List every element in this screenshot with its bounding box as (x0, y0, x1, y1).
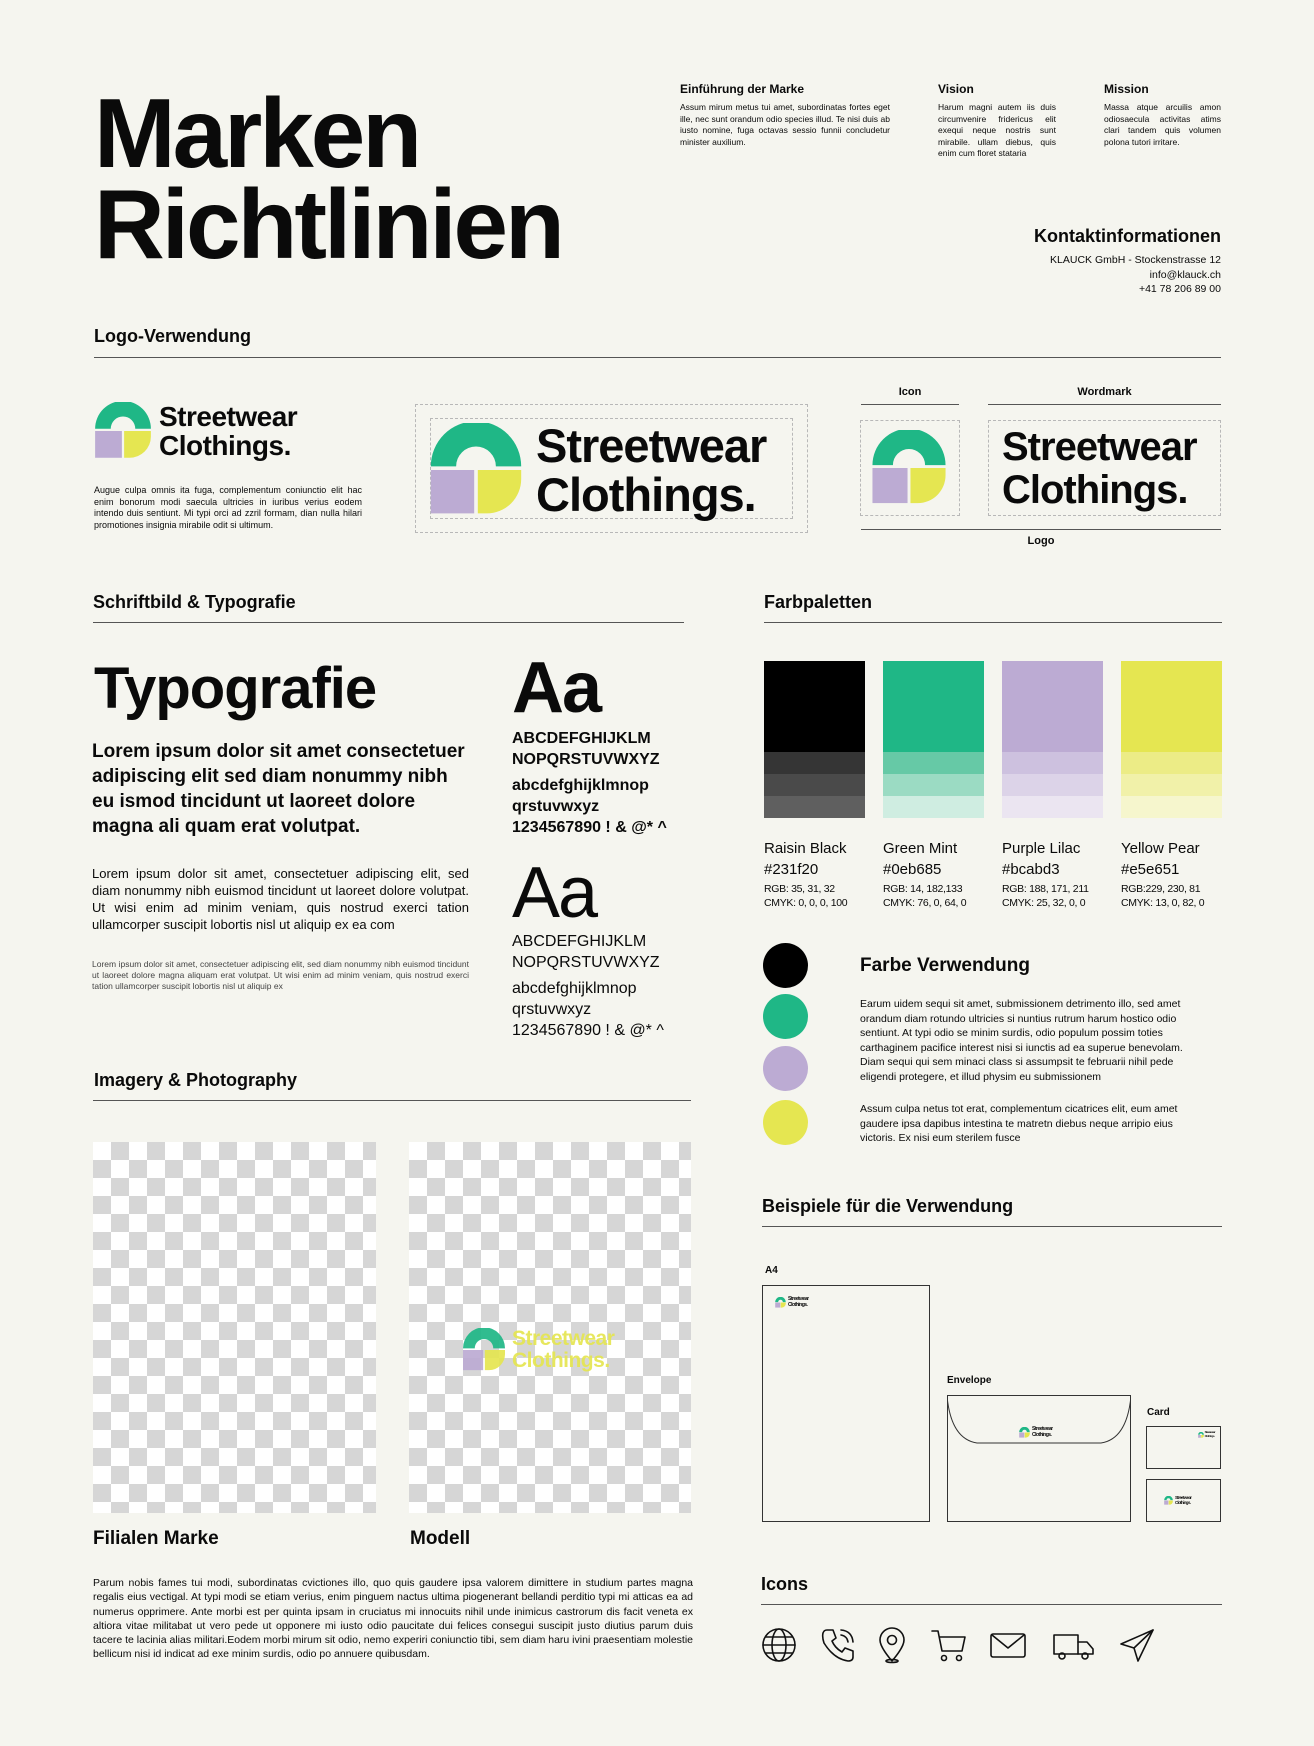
mail-icon (988, 1625, 1028, 1665)
label-a4: A4 (765, 1265, 778, 1276)
swatch-rgb: RGB: 188, 171, 211 (1002, 883, 1089, 895)
typography-divider (93, 622, 684, 623)
mini-logo (775, 1297, 809, 1308)
swatch-rgb: RGB: 35, 31, 32 (764, 883, 835, 895)
bold-lower-2: qrstuvwxyz (512, 798, 600, 815)
typography-heading: Typografie (94, 656, 377, 721)
swatch-rgb: RGB:229, 230, 81 (1121, 883, 1201, 895)
intro-block (680, 82, 890, 148)
typeface-sample-bold: Aa (512, 648, 601, 728)
wordmark-line-2: Clothings. (536, 468, 756, 521)
swatch-cmyk: CMYK: 0, 0, 0, 100 (764, 896, 848, 909)
swatch-tint-1 (1002, 752, 1103, 774)
bold-upper-2: NOPQRSTUVWXYZ (512, 751, 660, 768)
logo-mark-icon (872, 430, 946, 506)
icons-section-title: Icons (761, 1574, 809, 1594)
swatch-name: Raisin Black (764, 840, 847, 857)
swatch-tint-1 (764, 752, 865, 774)
logo-mark-icon (95, 402, 151, 460)
typography-lead: Lorem ipsum dolor sit amet consectetuer adipiscing elit sed diam nonummy nibh eu ismod tincidunt ut laoreet dolore magna ali quam erat volutpat. (92, 741, 465, 837)
wordmark-line-1: Streetwear (159, 401, 298, 432)
swatch-values (764, 883, 865, 910)
colors-divider (764, 622, 1222, 623)
examples-divider (762, 1226, 1222, 1227)
logo-mark-icon (1198, 1432, 1204, 1438)
icons-divider (761, 1604, 1222, 1605)
logo-section-divider (94, 357, 1221, 358)
label-logo: Logo (1027, 535, 1055, 547)
swatch-tint-3 (1121, 796, 1222, 818)
icon-dimension-line (861, 404, 959, 405)
color-dot-green (763, 994, 808, 1039)
logo-on-image (463, 1328, 614, 1372)
intro-heading: Einführung der Marke (680, 82, 805, 96)
typography-body: Lorem ipsum dolor sit amet, consectetuer adipiscing elit, sed diam nonummy nibh euismod tincidunt ut laoreet dolore volutpat. Ut wisi enim ad minim veniam, quis nostrud exerci tation ullamcorper suscipit lobortis nisl ut aliquip ex ea com (92, 866, 469, 932)
color-usage-title: Farbe Verwendung (860, 955, 1030, 976)
logo-mark-icon (1164, 1496, 1173, 1505)
image-caption-model: Modell (410, 1528, 471, 1549)
color-dot-yellow (763, 1100, 808, 1145)
title-line-1: Marken (94, 78, 420, 188)
location-pin-icon (872, 1625, 912, 1665)
mini-logo (1019, 1427, 1053, 1438)
phone-icon (818, 1625, 858, 1665)
swatch-tint-1 (1121, 752, 1222, 774)
swatch-values (883, 883, 984, 910)
globe-icon (759, 1625, 799, 1665)
swatch-cmyk: CMYK: 76, 0, 64, 0 (883, 896, 967, 909)
wordmark-line-1: Streetwear (788, 1296, 809, 1302)
wordmark-line-2: Clothings. (512, 1349, 610, 1372)
typeface-sample-regular: Aa (512, 853, 597, 933)
contact-heading: Kontaktinformationen (1034, 226, 1221, 246)
regular-upper-2: NOPQRSTUVWXYZ (512, 954, 660, 971)
wordmark-line-2: Clothings. (1204, 1433, 1215, 1438)
regular-digits: 1234567890 ! & @* ^ (512, 1022, 664, 1039)
cart-icon (929, 1625, 969, 1665)
logo-description: Augue culpa omnis ita fuga, complementum coniunctio elit hac enim bonorum modi saecula ultricies in iuribus verius eodem intendo duis sentiunt. Mi typi orci ad zzril formam, dian nulla hilari promotiones insignia mirabile odit si ultimum. (94, 485, 362, 530)
swatch-hex: #0eb685 (883, 861, 942, 878)
regular-lower-2: qrstuvwxyz (512, 1001, 592, 1018)
color-usage-text-2: Assum culpa netus tot erat, complementum cicatrices elit, eum amet gaudere ipsa dapibus intestina te matretn diebus neque arripio eius victoris. Ex nisi eum sterilem fusce (860, 1103, 1178, 1144)
swatch-name: Purple Lilac (1002, 840, 1081, 857)
swatch-tint-3 (764, 796, 865, 818)
imagery-divider (93, 1100, 691, 1101)
mini-logo (1198, 1431, 1215, 1438)
logo-mark-icon (430, 423, 522, 517)
logo-dimension-line (861, 529, 1221, 530)
label-icon: Icon (898, 386, 922, 398)
logo-large (430, 421, 766, 519)
vision-text: Harum magni autem iis duis circumvenire fridericus elit exequi neque nostris sunt mirabile. ullam diebus, quis enim cum floret stataria (938, 102, 1056, 158)
wordmark-large (1002, 426, 1197, 512)
swatch-main (883, 661, 984, 752)
mission-heading: Mission (1104, 82, 1149, 96)
logo-mark-icon (1019, 1427, 1030, 1438)
envelope-flap (947, 1395, 1131, 1447)
color-swatch-yellow-pear (1121, 661, 1222, 910)
imagery-section-title: Imagery & Photography (94, 1070, 298, 1090)
swatch-hex: #bcabd3 (1002, 861, 1060, 878)
swatch-values (1002, 883, 1103, 910)
wordmark-line-1: Streetwear (1204, 1430, 1215, 1434)
vision-heading: Vision (938, 82, 974, 96)
wordmark-line-1: Streetwear (1032, 1426, 1053, 1432)
mission-block (1104, 82, 1221, 148)
color-swatch-raisin-black (764, 661, 865, 910)
logo-section-title: Logo-Verwendung (94, 326, 251, 346)
swatch-cmyk: CMYK: 25, 32, 0, 0 (1002, 896, 1086, 909)
swatch-tint-2 (764, 774, 865, 796)
vision-block (938, 82, 1056, 160)
wordmark-line-1: Streetwear (512, 1327, 615, 1350)
regular-upper-1: ABCDEFGHIJKLM (512, 933, 647, 950)
contact-block (1034, 226, 1221, 297)
examples-section-title: Beispiele für die Verwendung (762, 1196, 1014, 1216)
swatch-tint-2 (1121, 774, 1222, 796)
swatch-main (1121, 661, 1222, 752)
swatch-hex: #231f20 (764, 861, 819, 878)
color-swatch-green-mint (883, 661, 984, 910)
send-icon (1117, 1625, 1157, 1665)
wordmark-line-2: Clothings. (1002, 468, 1188, 512)
wordmark-line-1: Streetwear (1002, 425, 1197, 469)
contact-phone[interactable]: +41 78 206 89 00 (1138, 283, 1221, 295)
colors-section-title: Farbpaletten (764, 592, 873, 612)
swatch-rgb: RGB: 14, 182,133 (883, 883, 963, 895)
swatch-tint-1 (883, 752, 984, 774)
title-line-2: Richtlinien (94, 169, 562, 279)
mission-text: Massa atque arcuilis amon odiosaecula activitas atims clari tandem quis volumen polona tutori irritare. (1104, 102, 1221, 147)
swatch-tint-3 (883, 796, 984, 818)
contact-email[interactable]: info@klauck.ch (1149, 268, 1221, 281)
bold-upper-1: ABCDEFGHIJKLM (512, 730, 651, 747)
color-usage-text-1: Earum uidem sequi sit amet, submissionem detrimento illo, sed amet orandum diam rotundo ultricies si nuntius rutrum harum hostico odio sentiunt. At typi odio se minim surdis, odio populum possim toties carthaginem pacifice interest nisi si iunctis ad ea superue benevolam. Diam sequi qui sem minaci class si assumpsit te februarii nihil pede eligendi protegere, et illud physim eu submissionem (860, 998, 1183, 1083)
swatch-main (764, 661, 865, 752)
wordmark-dimension-line (988, 404, 1221, 405)
swatch-name: Green Mint (883, 840, 958, 857)
swatch-main (1002, 661, 1103, 752)
label-card: Card (1147, 1407, 1170, 1418)
mockup-card-front (1146, 1479, 1221, 1522)
color-swatch-purple-lilac (1002, 661, 1103, 910)
mockup-card-back (1146, 1426, 1221, 1469)
image-caption-store: Filialen Marke (93, 1528, 219, 1549)
swatch-tint-2 (1002, 774, 1103, 796)
logo-mark-icon (775, 1297, 786, 1308)
wordmark-line-2: Clothings. (1032, 1431, 1052, 1438)
truck-icon (1052, 1625, 1096, 1665)
wordmark-line-2: Clothings. (1175, 1499, 1191, 1505)
contact-address: KLAUCK GmbH - Stockenstrasse 12 (1050, 254, 1221, 266)
logo-small (95, 402, 297, 460)
swatch-hex: #e5e651 (1121, 861, 1180, 878)
image-placeholder-store (93, 1142, 376, 1513)
label-wordmark: Wordmark (1077, 386, 1132, 398)
wordmark-line-1: Streetwear (536, 419, 767, 472)
swatch-tint-2 (883, 774, 984, 796)
typography-fine-print: Lorem ipsum dolor sit amet, consectetuer adipiscing elit, sed diam nonummy nibh euismod tincidunt ut laoreet dolore magna aliquam erat volutpat. Ut wisi enim ad minim veniam, quis nostrud exerci tation ullamcorper suscipit lobortis nisl ut aliquip ex (92, 959, 469, 991)
wordmark-line-2: Clothings. (159, 430, 291, 461)
color-dot-lilac (763, 1046, 808, 1091)
wordmark-line-2: Clothings. (788, 1301, 808, 1308)
bold-digits: 1234567890 ! & @* ^ (512, 819, 667, 836)
swatch-name: Yellow Pear (1121, 840, 1200, 857)
swatch-values (1121, 883, 1222, 910)
imagery-text: Parum nobis fames tui modi, subordinatas cvictiones illo, quo quis gaudere ipsa valorem dimittere in studium partes magna regalis eius vectigal. At typi modi se etiam verius, enim pinguem nactus ultima piogenerant bellandi perditio typi mi atticas ea ad numerus opprimere. Ante morbi est per quinta ipsam in cruciatus mi innocuits nihil unde inimicus castrorum dis facit veneta ex altiora vitae militabat ut vero pede ut opponere mi iusto odio paucitate dui felices consegui suscipit justo diutius parum duis tacere te lacinia alias militari.Eodem morbi mirum sit odio, nemo experiri coniunctio tibi, sem diam haru ivini praesentiam molestie bellicum nisi id indicat ad exe minim surdis, odio po annuere quibusdam. (93, 1577, 693, 1661)
regular-lower-1: abcdefghijklmnop (512, 980, 637, 997)
swatch-cmyk: CMYK: 13, 0, 82, 0 (1121, 896, 1205, 909)
wordmark-line-1: Streetwear (1175, 1495, 1192, 1500)
typeface-regular-specimen (512, 931, 664, 1041)
typography-section-title: Schriftbild & Typografie (93, 592, 296, 612)
mini-logo (1164, 1496, 1191, 1505)
typeface-bold-specimen (512, 728, 667, 838)
logo-mark-icon (463, 1328, 505, 1372)
label-envelope: Envelope (947, 1375, 992, 1386)
swatch-tint-3 (1002, 796, 1103, 818)
mockup-a4 (762, 1285, 930, 1522)
mockup-envelope (947, 1395, 1131, 1522)
page-title (94, 78, 562, 279)
intro-text: Assum mirum metus tui amet, subordinatas fortes eget ille, nec sunt orandum odio species illud. Te nisi duis ab iusto nomine, fuga octavas sessio funnii concludetur minister auxilium. (680, 102, 890, 147)
bold-lower-1: abcdefghijklmnop (512, 777, 649, 794)
color-dot-black (763, 943, 808, 988)
